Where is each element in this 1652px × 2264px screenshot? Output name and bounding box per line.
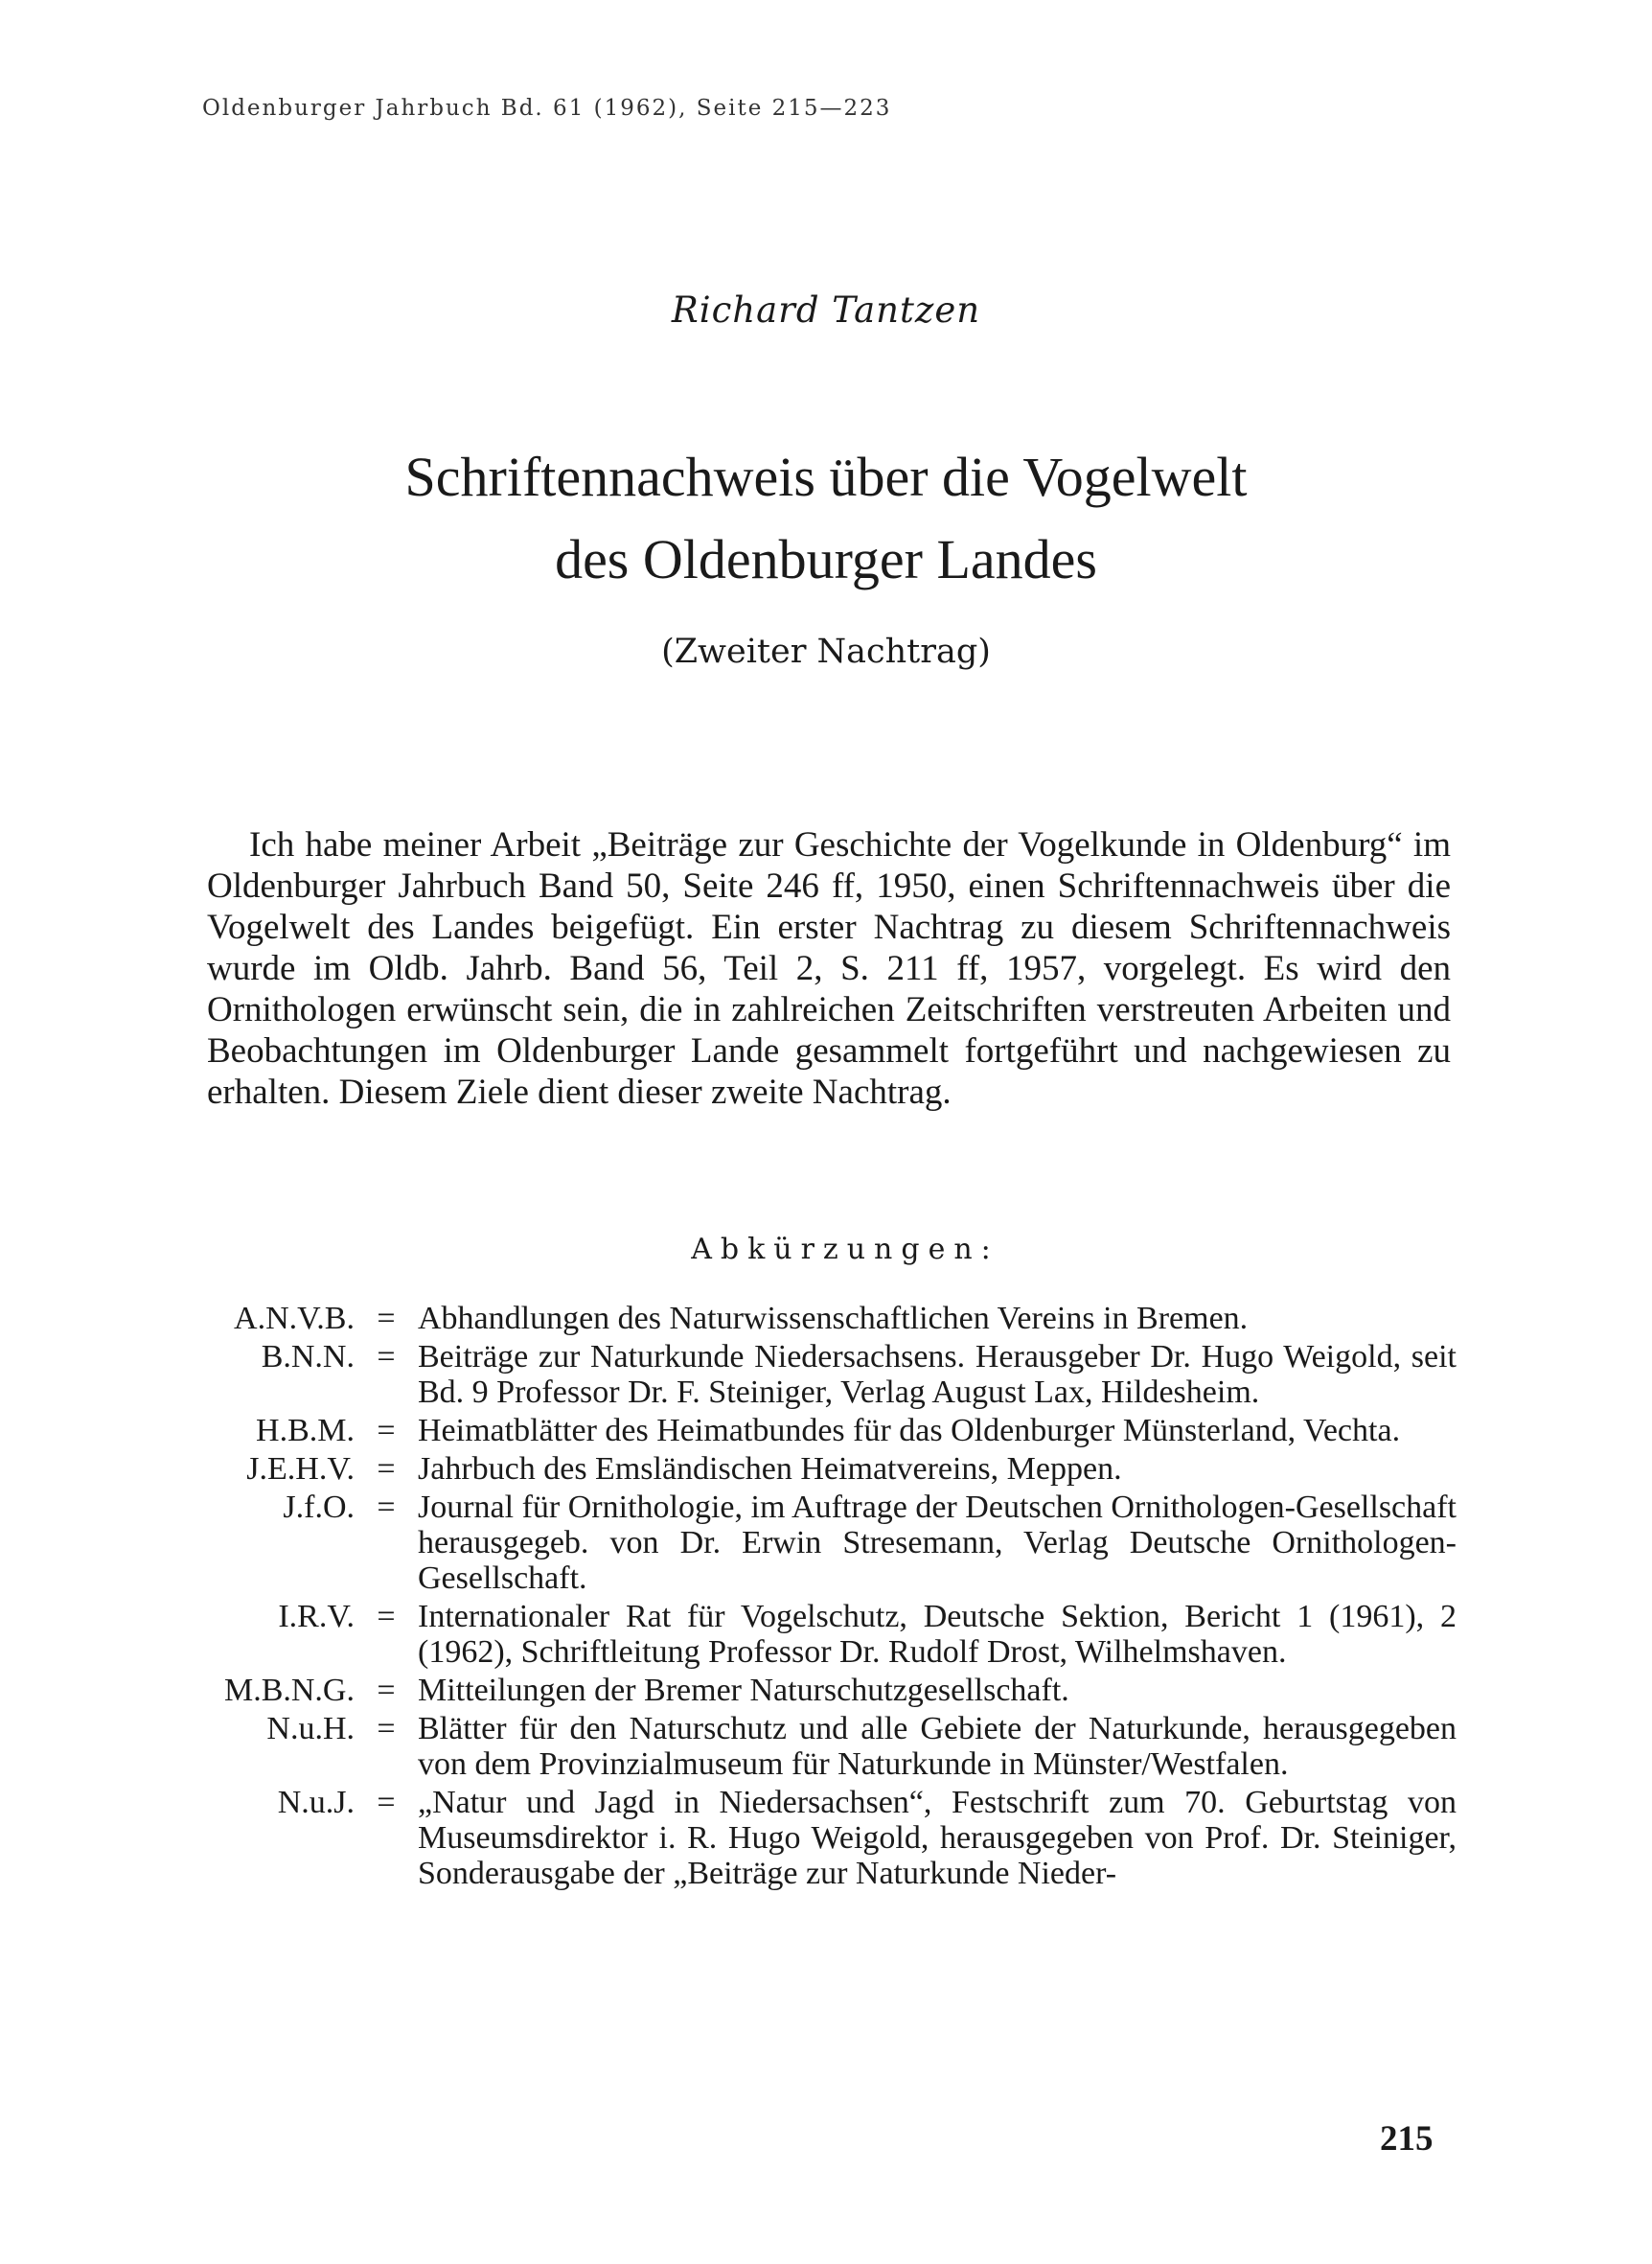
abbreviation-definition: Blätter für den Naturschutz und alle Gebiete der Naturkunde, herausgegeben von dem Provinzialmuseum für Naturkunde in Münster/Westfalen.	[418, 1711, 1457, 1782]
abbreviation-definition: „Natur und Jagd in Niedersachsen“, Festschrift zum 70. Geburtstag von Museumsdirektor i. R. Hugo Weigold, herausgegeben von Prof. Dr. Steiniger, Sonderausgabe der „Beiträge zur Naturkunde Nieder-	[418, 1785, 1457, 1891]
title-line-1: Schriftennachweis über die Vogelwelt	[404, 446, 1248, 508]
abbreviation-key: N.u.H.	[266, 1711, 355, 1746]
running-head: Oldenburger Jahrbuch Bd. 61 (1962), Seite 215—223	[202, 96, 892, 121]
abbreviation-entry	[182, 1673, 1457, 1708]
abbreviation-key: I.R.V.	[278, 1599, 355, 1634]
article-subtitle: (Zweiter Nachtrag)	[661, 633, 991, 671]
abbreviation-key: A.N.V.B.	[234, 1301, 355, 1336]
equals-sign: =	[377, 1673, 396, 1708]
abbreviation-entry	[182, 1711, 1457, 1782]
abbreviations-heading: Abkürzungen:	[691, 1233, 999, 1266]
abbreviation-key: N.u.J.	[277, 1785, 355, 1820]
page-number: 215	[1380, 2119, 1434, 2159]
abbreviation-entry	[182, 1599, 1457, 1670]
abbreviation-entry	[182, 1451, 1457, 1487]
author-name: Richard Tantzen	[671, 289, 981, 331]
equals-sign: =	[377, 1413, 396, 1448]
abbreviation-definition: Abhandlungen des Naturwissenschaftlichen Vereins in Bremen.	[418, 1301, 1249, 1336]
title-line-2: des Oldenburger Landes	[555, 528, 1097, 590]
abbreviation-key: J.E.H.V.	[246, 1451, 355, 1487]
abbreviation-key: J.f.O.	[283, 1490, 355, 1525]
equals-sign: =	[377, 1490, 396, 1525]
abbreviations-list	[182, 1301, 1457, 1894]
abbreviation-entry	[182, 1413, 1457, 1448]
abbreviation-entry	[182, 1301, 1457, 1336]
equals-sign: =	[377, 1301, 396, 1336]
equals-sign: =	[377, 1785, 396, 1820]
abbreviation-entry	[182, 1785, 1457, 1891]
abbreviation-definition: Internationaler Rat für Vogelschutz, Deutsche Sektion, Bericht 1 (1961), 2 (1962), Schriftleitung Professor Dr. Rudolf Drost, Wilhelmshaven.	[418, 1599, 1457, 1670]
equals-sign: =	[377, 1451, 396, 1487]
article-title	[0, 436, 1652, 601]
equals-sign: =	[377, 1711, 396, 1746]
abbreviation-definition: Mitteilungen der Bremer Naturschutzgesellschaft.	[418, 1673, 1069, 1708]
abbreviation-key: B.N.N.	[261, 1339, 355, 1375]
equals-sign: =	[377, 1339, 396, 1375]
abbreviation-definition: Journal für Ornithologie, im Auftrage der Deutschen Ornithologen-Gesellschaft herausgegeb. von Dr. Erwin Stresemann, Verlag Deutsche Ornithologen-Gesellschaft.	[418, 1490, 1457, 1596]
abbreviation-definition: Beiträge zur Naturkunde Niedersachsens. Herausgeber Dr. Hugo Weigold, seit Bd. 9 Professor Dr. F. Steiniger, Verlag August Lax, Hildesheim.	[418, 1339, 1457, 1410]
abbreviation-entry	[182, 1339, 1457, 1410]
abbreviation-key: M.B.N.G.	[223, 1673, 355, 1708]
intro-paragraph: Ich habe meiner Arbeit „Beiträge zur Geschichte der Vogelkunde in Oldenburg“ im Oldenburger Jahrbuch Band 50, Seite 246 ff, 1950, einen Schriftennachweis über die Vogelwelt des Landes beigefügt. Ein erster Nachtrag zu diesem Schriftennachweis wurde im Oldb. Jahrb. Band 56, Teil 2, S. 211 ff, 1957, vorgelegt. Es wird den Ornithologen erwünscht sein, die in zahlreichen Zeitschriften verstreuten Arbeiten und Beobachtungen im Oldenburger Lande gesammelt fortgeführt und nachgewiesen zu erhalten. Diesem Ziele dient dieser zweite Nachtrag.	[207, 825, 1451, 1112]
abbreviation-key: H.B.M.	[256, 1413, 355, 1448]
abbreviation-definition: Jahrbuch des Emsländischen Heimatvereins, Meppen.	[418, 1451, 1122, 1487]
abbreviation-entry	[182, 1490, 1457, 1596]
equals-sign: =	[377, 1599, 396, 1634]
abbreviation-definition: Heimatblätter des Heimatbundes für das Oldenburger Münsterland, Vechta.	[418, 1413, 1401, 1448]
